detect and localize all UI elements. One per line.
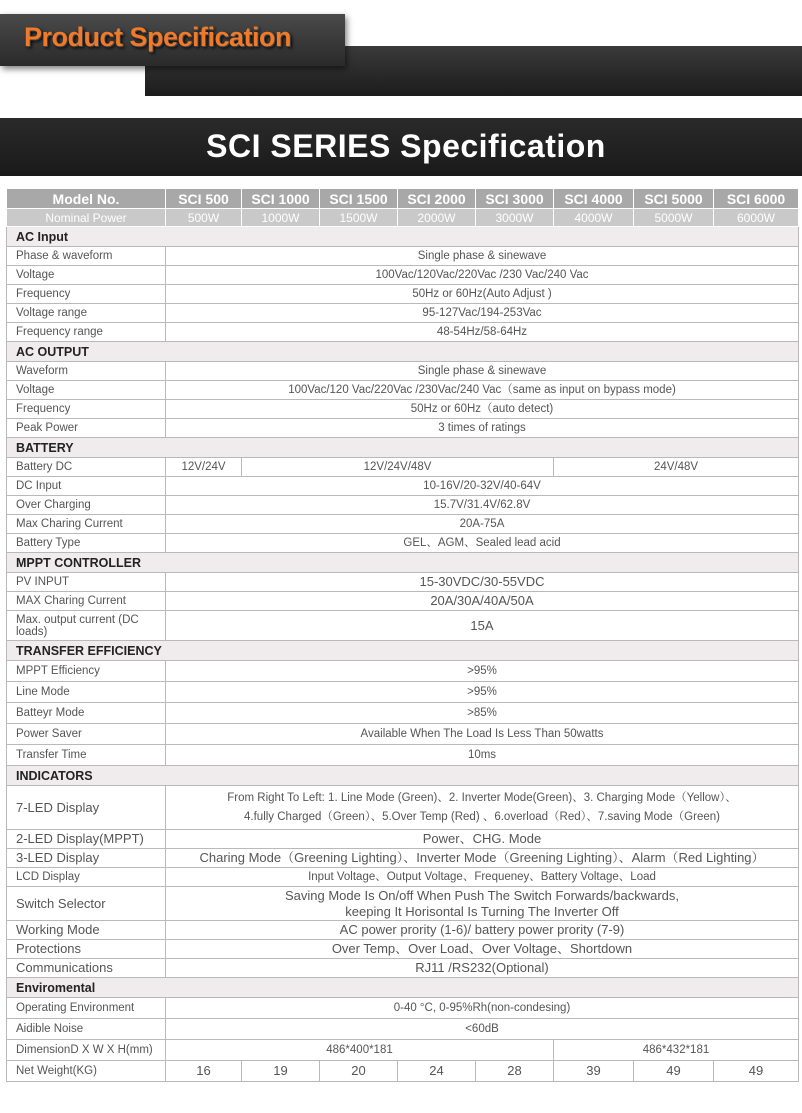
row-value: 15A xyxy=(166,611,799,641)
row-value: GEL、AGM、Sealed lead acid xyxy=(166,534,799,553)
row-label: MAX Charing Current xyxy=(7,592,166,611)
section-title: BATTERY xyxy=(7,438,799,458)
row-value: 24V/48V xyxy=(554,458,799,477)
section-title: Enviromental xyxy=(7,978,799,998)
model-label: Model No. xyxy=(7,189,166,209)
power-cell: 500W xyxy=(166,209,242,227)
table-row xyxy=(7,419,799,438)
row-label: Frequency range xyxy=(7,323,166,342)
row-label: Net Weight(KG) xyxy=(7,1061,166,1082)
section-mppt xyxy=(7,553,799,573)
table-row xyxy=(7,573,799,592)
row-label: Over Charging xyxy=(7,496,166,515)
model-cell: SCI 5000 xyxy=(634,189,714,209)
table-row xyxy=(7,400,799,419)
page-title: SCI SERIES Specification xyxy=(206,128,606,164)
table-row xyxy=(7,496,799,515)
row-value: Available When The Load Is Less Than 50watts xyxy=(166,724,799,745)
row-label: Protections xyxy=(7,940,166,959)
row-label: Switch Selector xyxy=(7,887,166,921)
table-row xyxy=(7,786,799,830)
row-value: 486*400*181 xyxy=(166,1040,554,1061)
row-value: 100Vac/120 Vac/220Vac /230Vac/240 Vac（same as input on bypass mode) xyxy=(166,381,799,400)
section-indicators xyxy=(7,766,799,786)
led7-line-2: 4.fully Charged（Green）、5.Over Temp (Red) 、6.overload（Red）、7.saving Mode（Green) xyxy=(244,810,720,823)
power-cell: 1000W xyxy=(242,209,320,227)
table-row xyxy=(7,921,799,940)
row-value: >85% xyxy=(166,703,799,724)
row-value: 10-16V/20-32V/40-64V xyxy=(166,477,799,496)
table-row xyxy=(7,998,799,1019)
row-value: Charing Mode（Greening Lighting）、Inverter Mode（Greening Lighting）、Alarm（Red Lighting） xyxy=(166,849,799,868)
row-label: Aidible Noise xyxy=(7,1019,166,1040)
table-row xyxy=(7,959,799,978)
table-row xyxy=(7,868,799,887)
power-cell: 1500W xyxy=(320,209,398,227)
row-label: Phase & waveform xyxy=(7,247,166,266)
row-value: AC power prority (1-6)/ battery power prority (7-9) xyxy=(166,921,799,940)
banner-title: Product Specification xyxy=(24,22,292,52)
weight-cell: 20 xyxy=(320,1061,398,1082)
model-cell: SCI 6000 xyxy=(714,189,799,209)
row-value: 48-54Hz/58-64Hz xyxy=(166,323,799,342)
weight-cell: 39 xyxy=(554,1061,634,1082)
row-label: 2-LED Display(MPPT) xyxy=(7,830,166,849)
row-value: 95-127Vac/194-253Vac xyxy=(166,304,799,323)
table-row xyxy=(7,381,799,400)
weight-cell: 28 xyxy=(476,1061,554,1082)
row-label: Frequency xyxy=(7,285,166,304)
model-cell: SCI 1000 xyxy=(242,189,320,209)
spec-table xyxy=(6,188,799,1082)
row-value: 100Vac/120Vac/220Vac /230 Vac/240 Vac xyxy=(166,266,799,285)
model-cell: SCI 1500 xyxy=(320,189,398,209)
row-label: Max. output current (DC loads) xyxy=(7,611,166,641)
table-row xyxy=(7,1019,799,1040)
section-title: INDICATORS xyxy=(7,766,799,786)
table-row xyxy=(7,477,799,496)
weight-cell: 49 xyxy=(714,1061,799,1082)
row-label: LCD Display xyxy=(7,868,166,887)
switch-line-2: keeping It Horisontal Is Turning The Inverter Off xyxy=(345,903,619,919)
power-header-row xyxy=(7,209,799,227)
table-row xyxy=(7,534,799,553)
row-value: 15.7V/31.4V/62.8V xyxy=(166,496,799,515)
row-value: 10ms xyxy=(166,745,799,766)
model-cell: SCI 4000 xyxy=(554,189,634,209)
row-label: DimensionD X W X H(mm) xyxy=(7,1040,166,1061)
table-row xyxy=(7,266,799,285)
power-label: Nominal Power xyxy=(7,209,166,227)
row-value: 50Hz or 60Hz(Auto Adjust ) xyxy=(166,285,799,304)
table-row xyxy=(7,362,799,381)
row-value: 12V/24V xyxy=(166,458,242,477)
row-label: Voltage xyxy=(7,266,166,285)
row-label: DC Input xyxy=(7,477,166,496)
table-row xyxy=(7,515,799,534)
row-value: >95% xyxy=(166,682,799,703)
row-label: 3-LED Display xyxy=(7,849,166,868)
row-label: Frequency xyxy=(7,400,166,419)
row-value: Over Temp、Over Load、Over Voltage、Shortdown xyxy=(166,940,799,959)
row-label: Communications xyxy=(7,959,166,978)
table-row xyxy=(7,661,799,682)
section-title: AC Input xyxy=(7,227,799,247)
row-value: 0-40 °C, 0-95%Rh(non-condesing) xyxy=(166,998,799,1019)
row-label: MPPT Efficiency xyxy=(7,661,166,682)
row-value: 15-30VDC/30-55VDC xyxy=(166,573,799,592)
row-label: Voltage range xyxy=(7,304,166,323)
table-row xyxy=(7,592,799,611)
row-label: Transfer Time xyxy=(7,745,166,766)
table-row xyxy=(7,458,799,477)
row-label: Waveform xyxy=(7,362,166,381)
row-value: 12V/24V/48V xyxy=(242,458,554,477)
row-label: Max Charing Current xyxy=(7,515,166,534)
row-value: Input Voltage、Output Voltage、Frequeney、Battery Voltage、Load xyxy=(166,868,799,887)
section-transfer xyxy=(7,641,799,661)
row-label: PV INPUT xyxy=(7,573,166,592)
table-row xyxy=(7,703,799,724)
row-value: 50Hz or 60Hz（auto detect) xyxy=(166,400,799,419)
row-value: 20A/30A/40A/50A xyxy=(166,592,799,611)
row-value: 3 times of ratings xyxy=(166,419,799,438)
row-value xyxy=(166,887,799,921)
table-row xyxy=(7,1061,799,1082)
row-value: Power、CHG. Mode xyxy=(166,830,799,849)
power-cell: 2000W xyxy=(398,209,476,227)
row-value: >95% xyxy=(166,661,799,682)
section-battery xyxy=(7,438,799,458)
row-value xyxy=(166,786,799,830)
model-cell: SCI 500 xyxy=(166,189,242,209)
section-title: TRANSFER EFFICIENCY xyxy=(7,641,799,661)
section-title: MPPT CONTROLLER xyxy=(7,553,799,573)
row-label: Voltage xyxy=(7,381,166,400)
table-row xyxy=(7,304,799,323)
row-value: Single phase & sinewave xyxy=(166,362,799,381)
row-label: Working Mode xyxy=(7,921,166,940)
power-cell: 4000W xyxy=(554,209,634,227)
table-row xyxy=(7,830,799,849)
row-label: Power Saver xyxy=(7,724,166,745)
table-row xyxy=(7,745,799,766)
row-value: RJ11 /RS232(Optional) xyxy=(166,959,799,978)
switch-line-1: Saving Mode Is On/off When Push The Switch Forwards/backwards, xyxy=(284,887,680,903)
table-row xyxy=(7,323,799,342)
weight-cell: 16 xyxy=(166,1061,242,1082)
row-value: 20A-75A xyxy=(166,515,799,534)
row-value: <60dB xyxy=(166,1019,799,1040)
table-row xyxy=(7,887,799,921)
row-label: 7-LED Display xyxy=(7,786,166,830)
weight-cell: 24 xyxy=(398,1061,476,1082)
table-row xyxy=(7,940,799,959)
table-row xyxy=(7,611,799,641)
power-cell: 3000W xyxy=(476,209,554,227)
weight-cell: 49 xyxy=(634,1061,714,1082)
row-value: Single phase & sinewave xyxy=(166,247,799,266)
row-label: Batteyr Mode xyxy=(7,703,166,724)
row-value: 486*432*181 xyxy=(554,1040,799,1061)
section-ac-output xyxy=(7,342,799,362)
led7-line-1: From Right To Left: 1. Line Mode (Green)、2. Inverter Mode(Green)、3. Charging Mode（Yellow）、 xyxy=(227,791,737,804)
table-row xyxy=(7,724,799,745)
power-cell: 5000W xyxy=(634,209,714,227)
table-row xyxy=(7,285,799,304)
row-label: Battery DC xyxy=(7,458,166,477)
section-title: AC OUTPUT xyxy=(7,342,799,362)
table-row xyxy=(7,849,799,868)
model-cell: SCI 3000 xyxy=(476,189,554,209)
row-label: Battery Type xyxy=(7,534,166,553)
section-environmental xyxy=(7,978,799,998)
table-row xyxy=(7,1040,799,1061)
table-row xyxy=(7,682,799,703)
row-label: Peak Power xyxy=(7,419,166,438)
power-cell: 6000W xyxy=(714,209,799,227)
weight-cell: 19 xyxy=(242,1061,320,1082)
row-label: Operating Environment xyxy=(7,998,166,1019)
row-label: Line Mode xyxy=(7,682,166,703)
section-ac-input xyxy=(7,227,799,247)
table-row xyxy=(7,247,799,266)
model-header-row xyxy=(7,189,799,209)
model-cell: SCI 2000 xyxy=(398,189,476,209)
